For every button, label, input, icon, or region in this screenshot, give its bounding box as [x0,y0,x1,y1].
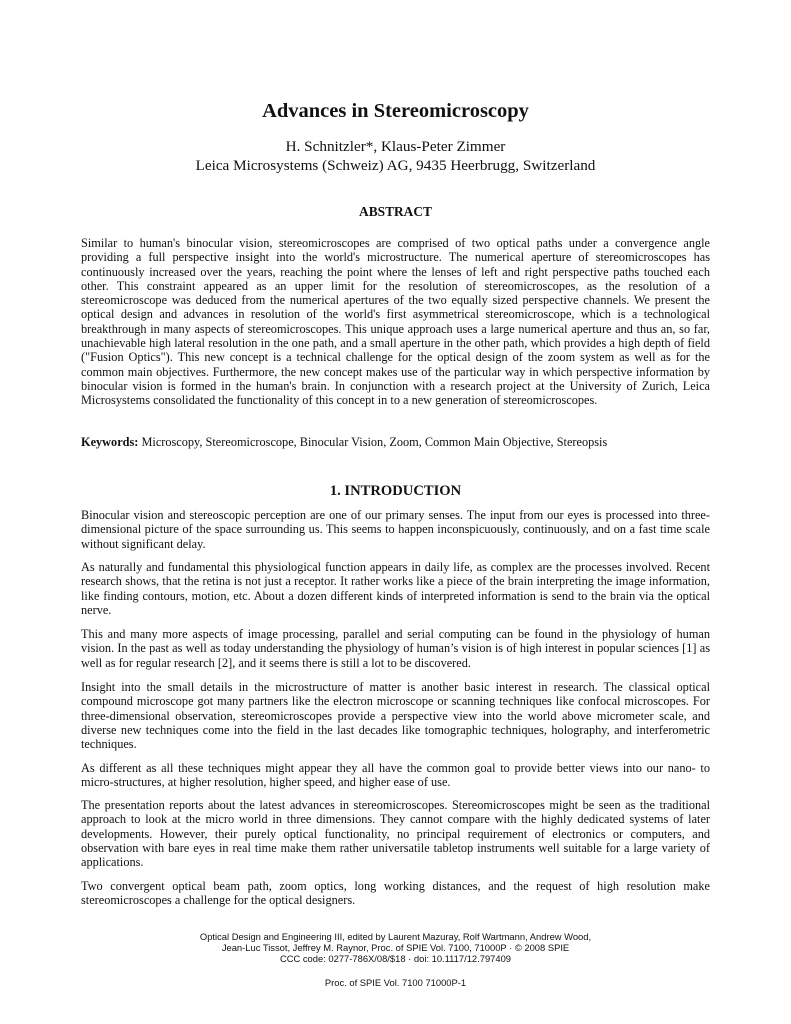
keywords-label: Keywords: [81,435,139,449]
author-block [81,137,710,175]
intro-paragraph: Insight into the small details in the microstructure of matter is another basic interest in research. The classical optical compound microscope got many partners like the electron microscope or scanning techniques like confocal microscopes. For three-dimensional observation, stereomicroscopes provide a perspective view into the world above micrometer scale, and diverse new techniques come into the field in the last decades like tomographic techniques, holography, and interferometric techniques. [81,680,710,752]
page-number: Proc. of SPIE Vol. 7100 71000P-1 [324,977,467,988]
footer-line: Jean-Luc Tissot, Jeffrey M. Raynor, Proc. of SPIE Vol. 7100, 71000P · © 2008 SPIE [221,942,570,953]
publication-footer [81,931,710,964]
intro-paragraph: The presentation reports about the latest advances in stereomicroscopes. Stereomicroscopes might be seen as the traditional approach to look at the micro world in three dimensions. They cannot compare with the highly dedicated systems of later developments. However, their purely optical functionality, no principal requirement of electronics or computers, and observation with bare eyes in real time make them rather universatile tabletop instruments well suitable for a large variety of applications. [81,798,710,870]
keywords-list: Microscopy, Stereomicroscope, Binocular Vision, Zoom, Common Main Objective, Stereopsis [138,435,608,449]
intro-paragraph: This and many more aspects of image processing, parallel and serial computing can be found in the physiology of human vision. In the past as well as today understanding the physiology of human’s vision is of high interest in popular sciences [1] as well as for regular research [2], and it seems there is still a lot to be discovered. [81,627,710,670]
abstract-text: Similar to human's binocular vision, stereomicroscopes are comprised of two optical paths under a convergence angle providing a full perspective insight into the world's microstructure. The numerical aperture of stereomicroscopes has continuously increased over the years, reaching the point where the lenses of left and right perspective paths touched each other. This constraint appeared as an upper limit for the resolution of stereomicroscopes, as the resolution of a stereomicroscope was deduced from the numerical apertures of the two equally sized perspective channels. We present the optical design and advances in resolution of the world's first asymmetrical stereomicroscope, which is a technological breakthrough in many aspects of stereomicroscopes. This unique approach uses a large numerical aperture and thus an, so far, unachievable high lateral resolution in the one path, and a small aperture in the other path, which provides a high depth of field ("Fusion Optics"). This new concept is a technical challenge for the optical design of the zoom system as well as for the common main objectives. Furthermore, the new concept makes use of the particular way in which perspective information by binocular vision is formed in the human's brain. In conjunction with a research project at the University of Zurich, Leica Microsystems consolidated the functionality of this concept in to a new generation of stereomicroscopes. [81,236,710,408]
section-heading-introduction: 1. INTRODUCTION [329,483,462,499]
paper-title: Advances in Stereomicroscopy [262,100,529,122]
keywords-line [81,435,710,449]
intro-paragraph: Two convergent optical beam path, zoom optics, long working distances, and the request of high resolution make stereomicroscopes a challenge for the optical designers. [81,879,710,908]
author-names: H. Schnitzler*, Klaus-Peter Zimmer [285,138,506,155]
intro-paragraph: As naturally and fundamental this physiological function appears in daily life, as complex are the processes involved. Recent research shows, that the retina is not just a receptor. It rather works like a piece of the brain interpreting the image information, like finding contours, motion, etc. About a dozen different kinds of interpreted information is send to the brain via the optical nerve. [81,560,710,617]
intro-paragraph: As different as all these techniques might appear they all have the common goal to provide better views into our nano- to micro-structures, at higher resolution, higher speed, and higher ease of use. [81,761,710,790]
footer-line: CCC code: 0277-786X/08/$18 · doi: 10.1117/12.797409 [279,953,512,964]
footer-line: Optical Design and Engineering III, edited by Laurent Mazuray, Rolf Wartmann, Andrew Wood, [199,931,592,942]
intro-paragraph: Binocular vision and stereoscopic perception are one of our primary senses. The input from our eyes is processed into three-dimensional picture of the space surrounding us. This seems to happen inconspicuously, continuously, and on a fast time scale without significant delay. [81,508,710,551]
author-affiliation: Leica Microsystems (Schweiz) AG, 9435 Heerbrugg, Switzerland [195,157,596,174]
abstract-heading: ABSTRACT [359,204,432,219]
